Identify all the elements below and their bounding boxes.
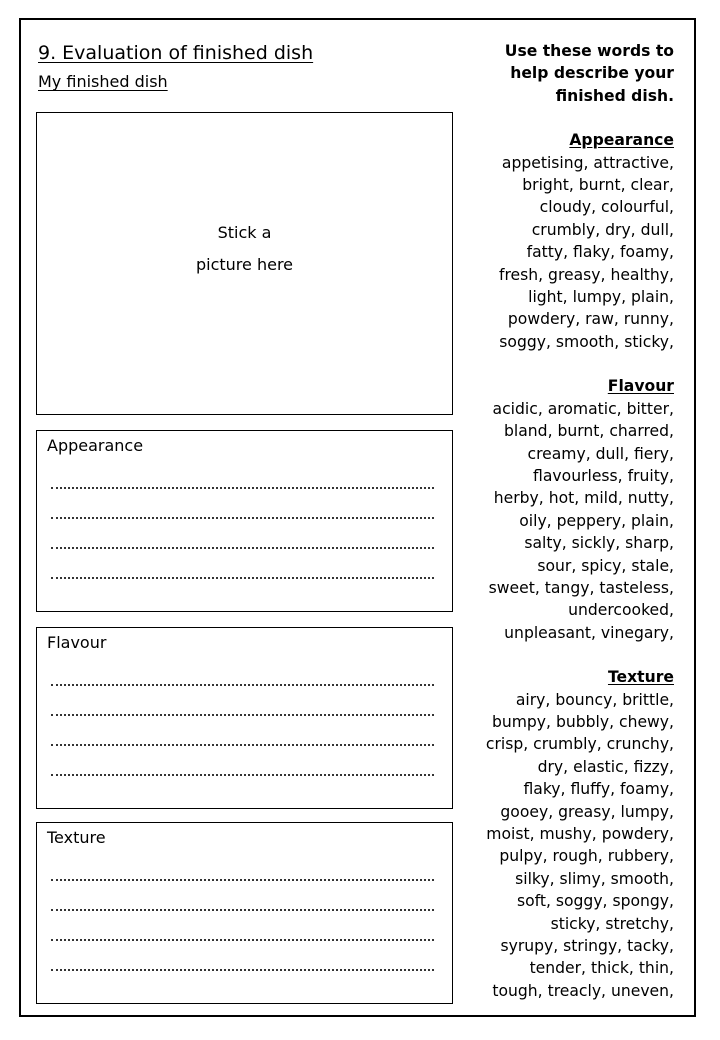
writing-line[interactable] <box>51 577 434 579</box>
instruction-line: help describe your <box>510 64 674 83</box>
word-line: tender, thick, thin, <box>529 959 674 978</box>
section-label: Flavour <box>47 633 107 652</box>
word-line: cloudy, colourful, <box>539 198 674 217</box>
texture-word-list <box>460 689 674 1003</box>
word-bank-instructions <box>460 40 674 107</box>
word-line: powdery, raw, runny, <box>507 310 674 329</box>
word-line: bland, burnt, charred, <box>504 422 674 441</box>
writing-line[interactable] <box>51 744 434 746</box>
word-line: fatty, flaky, foamy, <box>526 243 674 262</box>
word-line: moist, mushy, powdery, <box>486 825 674 843</box>
instruction-line: Use these words to <box>504 42 674 60</box>
page-title: 9. Evaluation of finished dish <box>38 42 314 64</box>
texture-section <box>36 822 453 1004</box>
word-line: unpleasant, vinegary, <box>504 623 674 642</box>
word-line: salty, sickly, sharp, <box>524 534 674 553</box>
word-line: sour, spicy, stale, <box>537 556 674 575</box>
word-line: light, lumpy, plain, <box>528 288 674 307</box>
word-line: appetising, attractive, <box>501 153 674 172</box>
category-heading-flavour: Flavour <box>607 377 674 396</box>
writing-line[interactable] <box>51 774 434 776</box>
picture-placeholder-line: Stick a <box>217 223 272 242</box>
flavour-section <box>36 627 453 809</box>
writing-line[interactable] <box>51 909 434 911</box>
section-label: Texture <box>47 828 106 847</box>
word-line: fresh, greasy, healthy, <box>498 265 674 284</box>
section-label: Appearance <box>47 436 144 455</box>
word-line: dry, elastic, fizzy, <box>537 757 674 776</box>
word-line: bright, burnt, clear, <box>522 176 674 195</box>
word-line: herby, hot, mild, nutty, <box>493 489 674 508</box>
word-line: flaky, fluffy, foamy, <box>523 780 674 799</box>
word-line: gooey, greasy, lumpy, <box>500 802 674 821</box>
word-line: silky, slimy, smooth, <box>515 869 674 888</box>
writing-line[interactable] <box>51 517 434 519</box>
writing-line[interactable] <box>51 684 434 686</box>
writing-line[interactable] <box>51 879 434 881</box>
appearance-word-list <box>460 152 674 354</box>
picture-placeholder-text <box>37 217 452 281</box>
word-line: sweet, tangy, tasteless, <box>488 578 674 597</box>
writing-line[interactable] <box>51 714 434 716</box>
instruction-line: finished dish. <box>555 86 674 105</box>
word-line: tough, treacly, uneven, <box>492 981 674 1000</box>
word-line: soft, soggy, spongy, <box>516 892 674 911</box>
word-line: sticky, stretchy, <box>550 914 674 933</box>
word-line: airy, bouncy, brittle, <box>515 690 674 709</box>
writing-line[interactable] <box>51 487 434 489</box>
word-line: acidic, aromatic, bitter, <box>492 399 674 418</box>
writing-line[interactable] <box>51 547 434 549</box>
category-heading-appearance: Appearance <box>569 131 674 150</box>
writing-line[interactable] <box>51 969 434 971</box>
word-line: soggy, smooth, sticky, <box>499 332 674 351</box>
picture-placeholder-line: picture here <box>195 255 294 274</box>
page-subtitle: My finished dish <box>38 72 168 91</box>
flavour-word-list <box>460 398 674 644</box>
word-line: syrupy, stringy, tacky, <box>500 937 674 956</box>
word-line: bumpy, bubbly, chewy, <box>491 712 674 731</box>
word-line: flavourless, fruity, <box>533 466 674 485</box>
picture-box[interactable] <box>36 112 453 415</box>
writing-line[interactable] <box>51 939 434 941</box>
appearance-section <box>36 430 453 612</box>
category-heading-texture: Texture <box>607 668 674 687</box>
word-line: creamy, dull, fiery, <box>527 444 674 463</box>
word-line: oily, peppery, plain, <box>519 511 674 530</box>
word-line: undercooked, <box>568 601 674 620</box>
word-bank <box>460 40 674 1002</box>
word-line: crumbly, dry, dull, <box>531 220 674 239</box>
word-line: crisp, crumbly, crunchy, <box>485 735 674 754</box>
word-line: pulpy, rough, rubbery, <box>499 847 674 866</box>
